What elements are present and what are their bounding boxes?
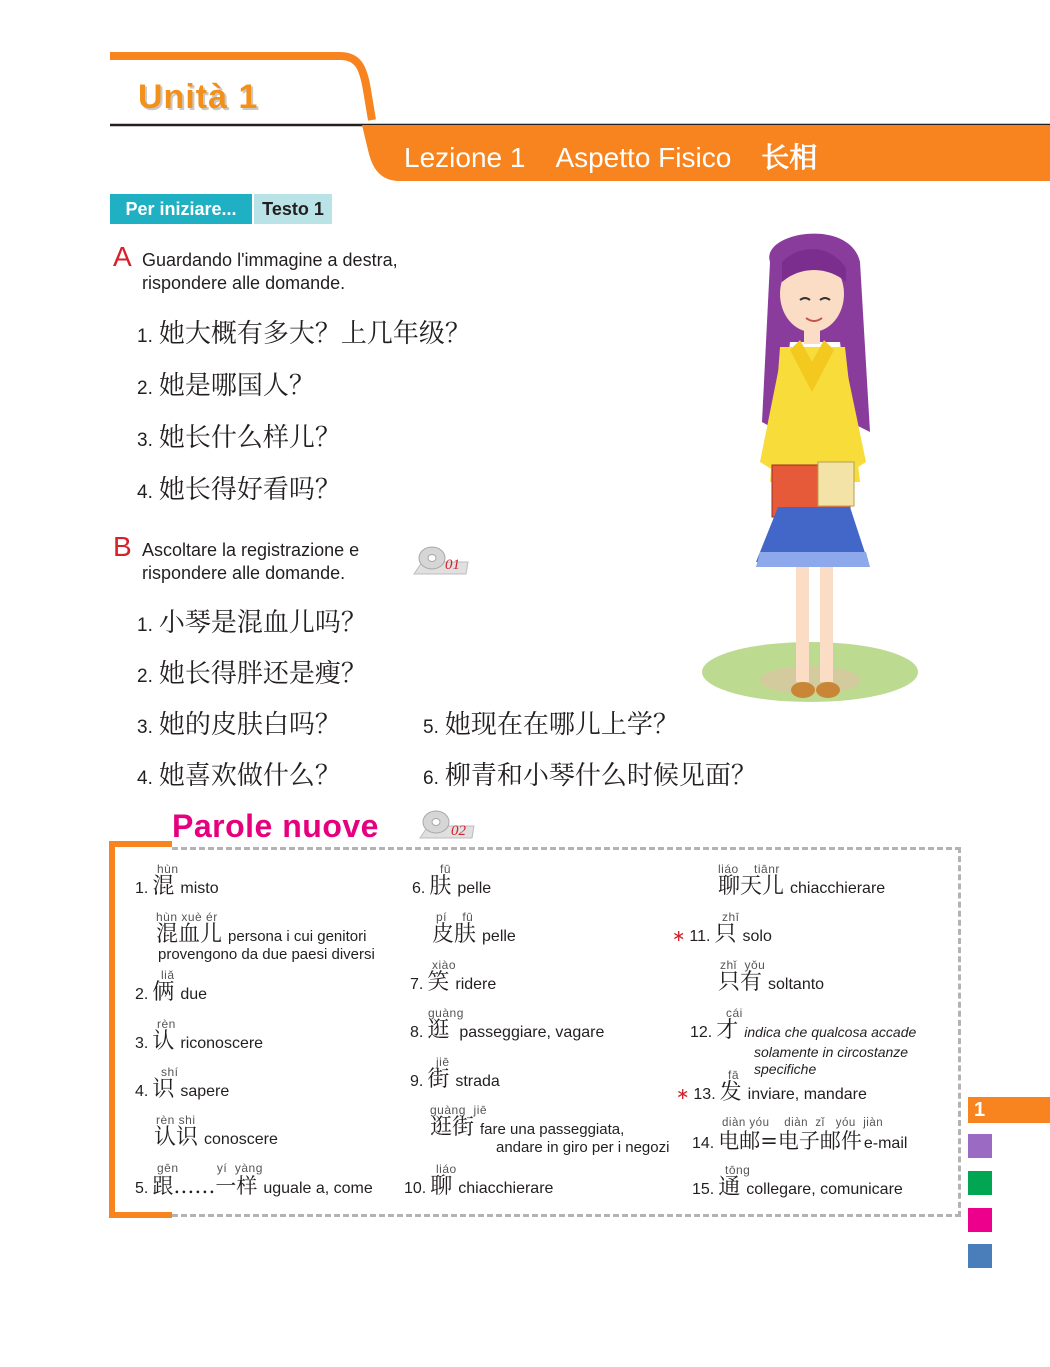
entry-number: 9. [410, 1073, 424, 1090]
pinyin: liáo [436, 1162, 457, 1176]
cd-icon [414, 808, 476, 840]
pinyin: tōng [725, 1163, 751, 1177]
lesson-chinese: 长相 [761, 141, 818, 174]
vocab-entry [676, 1068, 867, 1106]
tab-per-iniziare: Per iniziare... [110, 194, 252, 224]
question-b3 [137, 704, 341, 741]
definition: conoscere [204, 1131, 278, 1148]
vocab-entry [718, 958, 824, 996]
question-b5 [423, 704, 679, 741]
pinyin: gēn yí yàng [157, 1161, 263, 1175]
definition: chiacchierare [790, 880, 886, 897]
hanzi: 通 [718, 1175, 741, 1200]
hanzi: 街 [427, 1067, 450, 1092]
definition: e-mail [863, 1135, 908, 1152]
color-tab-green [968, 1171, 992, 1195]
unit-title: Unità 1 [138, 78, 259, 116]
instruction-line: Guardando l'immagine a destra, [142, 250, 398, 270]
vocab-entry [156, 910, 375, 962]
question-number: 6. [423, 768, 439, 789]
hanzi: 只有 [718, 970, 763, 995]
question-text: 她喜欢做什么？ [158, 761, 341, 791]
entry-number: 3. [135, 1035, 149, 1052]
entry-number: 2. [135, 986, 149, 1003]
entry-number: 5. [135, 1180, 149, 1197]
vocab-entry [692, 1116, 907, 1155]
vocab-entry [135, 1065, 229, 1103]
hanzi: 混 [152, 874, 175, 899]
question-a1 [137, 313, 471, 350]
definition: fare una passeggiata, [480, 1121, 625, 1138]
definition: pelle [457, 880, 492, 897]
instruction-line: rispondere alle domande. [142, 563, 346, 583]
vocab-entry [404, 1162, 553, 1200]
track-number: 02 [451, 823, 466, 839]
question-b6 [423, 755, 757, 792]
definition: chiacchierare [458, 1180, 554, 1197]
star-mark: ∗ [672, 928, 686, 945]
instruction-line: Ascoltare la registrazione e [142, 540, 360, 560]
section-b-letter: B [113, 531, 132, 562]
hanzi: 聊天儿 [718, 874, 785, 899]
question-text: 她现在在哪儿上学？ [444, 710, 679, 740]
definition: pelle [482, 928, 516, 945]
vocab-entry [672, 910, 772, 948]
entry-number: 8. [410, 1024, 424, 1041]
entry-number: 14. [692, 1135, 715, 1152]
hanzi: 跟……一样 [152, 1174, 258, 1198]
star-mark: ∗ [676, 1086, 690, 1103]
lesson-topic: Aspetto Fisico [555, 142, 732, 173]
color-tab-blue [968, 1244, 992, 1268]
pinyin: hùn [157, 862, 179, 876]
definition: misto [180, 880, 219, 897]
question-b1 [137, 602, 367, 639]
section-a-instruction [142, 249, 398, 295]
pinyin: rèn shi [156, 1113, 196, 1127]
pinyin: zhī [722, 910, 740, 924]
entry-number: 11. [689, 928, 711, 945]
definition: passeggiare, vagare [459, 1024, 605, 1041]
entry-number: 1. [135, 880, 149, 897]
instruction-line: rispondere alle domande. [142, 273, 346, 293]
vocab-title: Parole nuove [172, 808, 379, 844]
pinyin: liǎ [161, 968, 175, 982]
vocab-entry [135, 1161, 373, 1200]
hanzi: 识 [152, 1077, 175, 1102]
hanzi: 混血儿 [156, 922, 223, 947]
pinyin: shí [161, 1065, 179, 1079]
question-number: 4. [137, 482, 153, 503]
pinyin: xiào [432, 958, 457, 972]
question-number: 1. [137, 615, 153, 636]
definition: persona i cui genitori [228, 928, 367, 945]
entry-number: 12. [690, 1024, 713, 1041]
definition: indica che qualcosa accade [744, 1024, 917, 1040]
question-a4 [137, 469, 341, 506]
question-b4 [137, 755, 341, 792]
question-number: 2. [137, 378, 153, 399]
pinyin: rèn [157, 1017, 176, 1031]
vocab-entry [410, 1006, 604, 1044]
hanzi: 发 [719, 1080, 742, 1105]
hanzi: 俩 [152, 980, 175, 1005]
section-a-letter: A [113, 241, 132, 272]
definition: riconoscere [180, 1035, 264, 1052]
vocab-entry [135, 968, 207, 1006]
definition: solo [742, 928, 772, 945]
definition: soltanto [768, 976, 825, 993]
pinyin: fū [440, 862, 452, 876]
lesson-label: Lezione 1 [404, 142, 526, 173]
question-a3 [137, 417, 341, 454]
entry-number: 6. [412, 880, 426, 897]
entry-number: 10. [404, 1180, 427, 1197]
pinyin: hùn xuè ér [156, 910, 218, 924]
pinyin: diàn yóu diàn zǐ yóu jiàn [722, 1117, 884, 1129]
question-text: 小琴是混血儿吗？ [158, 608, 367, 638]
pinyin: fā [728, 1068, 740, 1082]
track-number: 01 [445, 557, 460, 573]
question-text: 她大概有多大？上几年级？ [158, 319, 471, 349]
color-tab-pink [968, 1208, 992, 1232]
hanzi: 逛 [427, 1018, 450, 1043]
pinyin: pí fū [436, 910, 474, 924]
page-number: 1 [968, 1097, 1050, 1123]
question-number: 5. [423, 717, 439, 738]
definition-continued: provengono da due paesi diversi [158, 946, 375, 963]
vocab-entry [412, 862, 491, 900]
question-number: 1. [137, 326, 153, 347]
definition: ridere [455, 976, 497, 993]
hanzi: 只 [714, 922, 737, 947]
question-text: 她长得好看吗？ [158, 475, 341, 505]
question-text: 她长什么样儿？ [158, 423, 341, 453]
question-a2 [137, 365, 315, 402]
vocab-entry [432, 910, 516, 948]
hanzi: 聊 [430, 1174, 453, 1199]
hanzi: 肤 [429, 874, 452, 899]
question-text: 她长得胖还是瘦？ [158, 659, 367, 689]
girl-illustration [700, 222, 920, 714]
definition: strada [455, 1073, 500, 1090]
definition: uguale a, come [263, 1180, 373, 1197]
question-number: 2. [137, 666, 153, 687]
tab-testo: Testo 1 [254, 194, 332, 224]
definition-continued: solamente in circostanze [754, 1044, 909, 1060]
question-text: 她是哪国人？ [158, 371, 315, 401]
pinyin: jiē [436, 1055, 450, 1069]
vocab-entry [135, 862, 219, 900]
definition: inviare, mandare [747, 1086, 867, 1103]
vocab-entry [135, 1017, 263, 1055]
section-b-instruction [142, 539, 359, 585]
entry-number: 13. [693, 1086, 716, 1103]
definition-continued: andare in giro per i negozi [496, 1139, 670, 1156]
vocab-entry [692, 1163, 903, 1201]
hanzi: 逛街 [430, 1115, 475, 1140]
audio-track-badge[interactable] [414, 808, 472, 839]
hanzi: 认 [152, 1029, 175, 1054]
vocab-entry [410, 1055, 500, 1093]
definition: sapere [180, 1083, 230, 1100]
cd-icon [408, 544, 470, 576]
pinyin: guàng [428, 1006, 464, 1020]
question-number: 3. [137, 430, 153, 451]
definition: collegare, comunicare [746, 1181, 903, 1198]
question-text: 柳青和小琴什么时候见面？ [444, 761, 757, 791]
entry-number: 7. [410, 976, 424, 993]
entry-number: 4. [135, 1083, 149, 1100]
definition-continued: specifiche [754, 1061, 817, 1077]
question-text: 她的皮肤白吗？ [158, 710, 341, 740]
hanzi: 才 [716, 1018, 739, 1043]
question-number: 4. [137, 768, 153, 789]
question-b2 [137, 653, 367, 690]
definition: due [180, 986, 208, 1003]
pinyin: liáo tiānr [718, 862, 780, 876]
pinyin: guàng jiē [430, 1103, 488, 1117]
vocab-entry [718, 862, 885, 900]
audio-track-badge[interactable] [408, 544, 466, 572]
lesson-title [404, 136, 847, 176]
entry-number: 15. [692, 1181, 715, 1198]
hanzi: 认识 [154, 1125, 199, 1150]
vocab-entry [154, 1113, 278, 1151]
vocab-entry [430, 1103, 669, 1155]
hanzi: 笑 [427, 970, 450, 995]
vocab-entry [410, 958, 496, 996]
color-tab-purple [968, 1134, 992, 1158]
hanzi: 皮肤 [432, 922, 477, 947]
hanzi: 电邮=电子邮件 [718, 1129, 862, 1153]
pinyin: cái [726, 1006, 743, 1020]
pinyin: zhǐ yǒu [720, 958, 766, 972]
question-number: 3. [137, 717, 153, 738]
